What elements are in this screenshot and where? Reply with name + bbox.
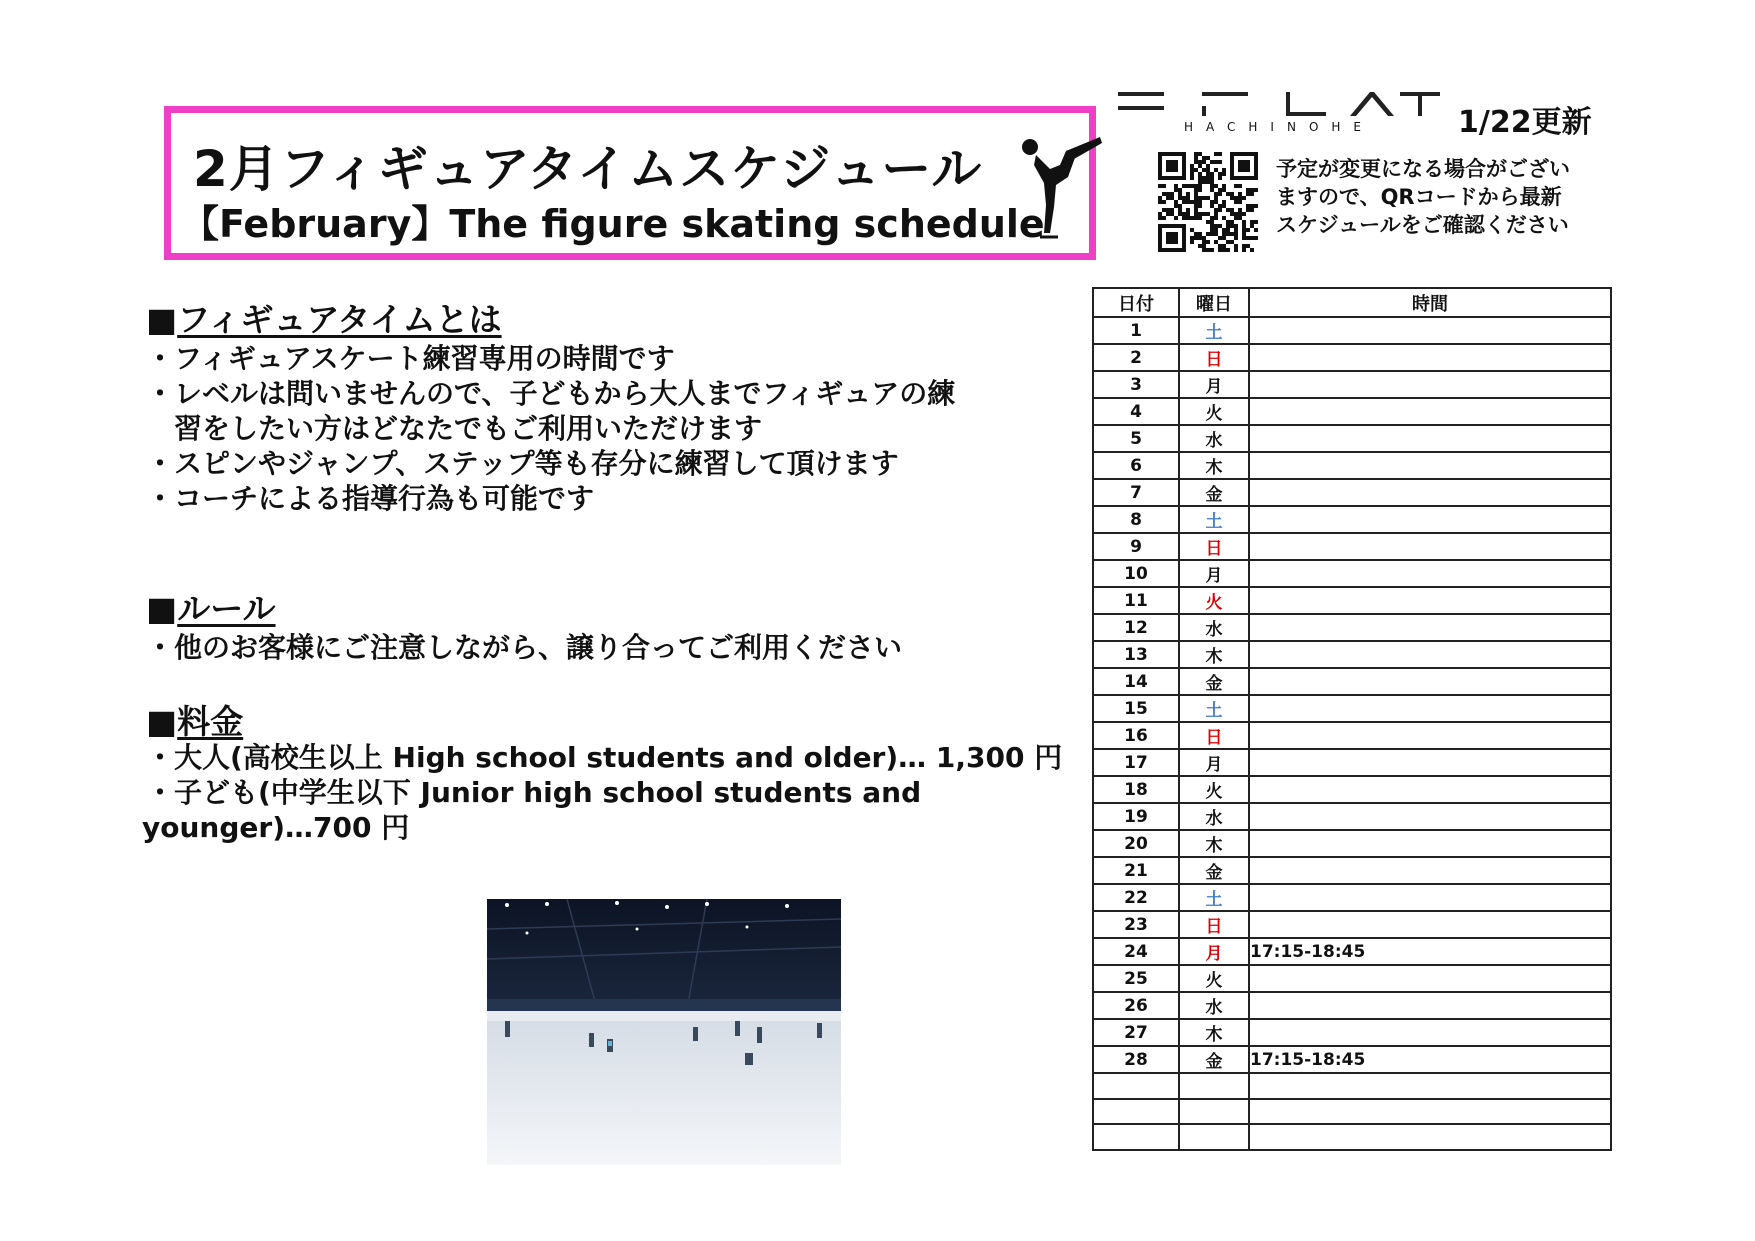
time-cell [1249, 857, 1611, 884]
date-cell: 14 [1093, 668, 1179, 695]
time-cell [1249, 587, 1611, 614]
table-row [1093, 1073, 1611, 1099]
weekday-cell: 火 [1179, 398, 1249, 425]
weekday-cell [1179, 1099, 1249, 1125]
weekday-cell: 日 [1179, 344, 1249, 371]
date-cell: 22 [1093, 884, 1179, 911]
weekday-cell: 土 [1179, 506, 1249, 533]
ice-rink-photo [487, 899, 841, 1165]
date-cell: 21 [1093, 857, 1179, 884]
table-row [1093, 398, 1611, 425]
schedule-notice [1276, 155, 1570, 239]
date-cell: 25 [1093, 965, 1179, 992]
bullet-item: ・他のお客様にご注意しながら、譲り合ってご利用ください [146, 631, 903, 664]
table-row [1093, 992, 1611, 1019]
date-cell: 4 [1093, 398, 1179, 425]
section-title: フィギュアタイムとは [177, 300, 502, 339]
date-cell [1093, 1124, 1179, 1150]
table-row [1093, 695, 1611, 722]
section-marker: ■ [146, 702, 178, 741]
bullet-item: ・レベルは問いませんので、子どもから大人までフィギュアの練 [146, 377, 956, 410]
table-row [1093, 668, 1611, 695]
time-cell [1249, 830, 1611, 857]
weekday-cell: 月 [1179, 371, 1249, 398]
weekday-cell: 木 [1179, 1019, 1249, 1046]
time-cell [1249, 965, 1611, 992]
date-cell: 27 [1093, 1019, 1179, 1046]
time-cell [1249, 641, 1611, 668]
date-cell: 19 [1093, 803, 1179, 830]
time-cell [1249, 317, 1611, 344]
table-row [1093, 965, 1611, 992]
column-header-date: 日付 [1093, 288, 1179, 317]
time-cell: 17:15-18:45 [1249, 1046, 1611, 1073]
time-cell [1249, 992, 1611, 1019]
date-cell: 13 [1093, 641, 1179, 668]
date-cell: 7 [1093, 479, 1179, 506]
weekday-cell: 土 [1179, 317, 1249, 344]
date-cell: 1 [1093, 317, 1179, 344]
date-cell: 26 [1093, 992, 1179, 1019]
date-cell: 24 [1093, 938, 1179, 965]
weekday-cell: 水 [1179, 803, 1249, 830]
date-cell: 28 [1093, 1046, 1179, 1073]
table-row [1093, 830, 1611, 857]
date-cell: 18 [1093, 776, 1179, 803]
date-cell: 16 [1093, 722, 1179, 749]
table-row [1093, 911, 1611, 938]
figure-skater-icon [1016, 125, 1106, 245]
time-cell [1249, 1019, 1611, 1046]
table-row [1093, 938, 1611, 965]
date-cell [1093, 1099, 1179, 1125]
date-cell: 15 [1093, 695, 1179, 722]
date-cell: 8 [1093, 506, 1179, 533]
weekday-cell: 月 [1179, 938, 1249, 965]
time-cell [1249, 1124, 1611, 1150]
notice-line: 予定が変更になる場合がござい [1276, 157, 1570, 181]
date-cell: 9 [1093, 533, 1179, 560]
table-row [1093, 533, 1611, 560]
table-row [1093, 506, 1611, 533]
time-cell [1249, 506, 1611, 533]
weekday-cell: 日 [1179, 911, 1249, 938]
page-title: 2月フィギュアタイムスケジュール [193, 140, 983, 198]
page-subtitle: 【February】The figure skating schedule [181, 202, 1045, 246]
time-cell [1249, 1073, 1611, 1099]
date-cell: 23 [1093, 911, 1179, 938]
weekday-cell: 月 [1179, 560, 1249, 587]
table-row [1093, 587, 1611, 614]
section-heading-about [146, 294, 502, 341]
table-row [1093, 1124, 1611, 1150]
table-row [1093, 560, 1611, 587]
bullet-item: 習をしたい方はどなたでもご利用いただけます [146, 412, 763, 445]
fee-adult: ・大人(高校生以上 High school students and older)… 1,300 円 [146, 741, 1063, 774]
time-cell [1249, 911, 1611, 938]
time-cell [1249, 1099, 1611, 1125]
schedule-table [1092, 287, 1612, 1151]
section-title: 料金 [177, 702, 244, 741]
time-cell [1249, 776, 1611, 803]
table-row [1093, 884, 1611, 911]
fee-child: ・子ども(中学生以下 Junior high school students and [146, 776, 922, 809]
time-cell [1249, 614, 1611, 641]
table-row [1093, 1019, 1611, 1046]
weekday-cell: 日 [1179, 722, 1249, 749]
date-cell: 20 [1093, 830, 1179, 857]
table-row [1093, 776, 1611, 803]
table-row [1093, 317, 1611, 344]
table-row [1093, 479, 1611, 506]
weekday-cell: 火 [1179, 587, 1249, 614]
time-cell [1249, 668, 1611, 695]
time-cell [1249, 722, 1611, 749]
date-cell: 3 [1093, 371, 1179, 398]
time-cell [1249, 560, 1611, 587]
weekday-cell: 金 [1179, 479, 1249, 506]
weekday-cell: 金 [1179, 668, 1249, 695]
table-row [1093, 803, 1611, 830]
weekday-cell [1179, 1124, 1249, 1150]
table-row [1093, 371, 1611, 398]
table-row [1093, 641, 1611, 668]
time-cell [1249, 479, 1611, 506]
table-row [1093, 722, 1611, 749]
time-cell [1249, 425, 1611, 452]
table-row [1093, 344, 1611, 371]
table-row [1093, 1046, 1611, 1073]
table-row [1093, 1099, 1611, 1125]
notice-line: スケジュールをご確認ください [1276, 213, 1569, 237]
title-box [164, 106, 1096, 260]
date-cell: 2 [1093, 344, 1179, 371]
updated-date: 1/22更新 [1458, 105, 1592, 140]
column-header-day: 曜日 [1179, 288, 1249, 317]
date-cell: 11 [1093, 587, 1179, 614]
weekday-cell: 火 [1179, 776, 1249, 803]
section-heading-rules [146, 583, 276, 630]
weekday-cell: 土 [1179, 695, 1249, 722]
table-row [1093, 614, 1611, 641]
bullet-item: ・フィギュアスケート練習専用の時間です [146, 342, 675, 375]
date-cell [1093, 1073, 1179, 1099]
weekday-cell: 月 [1179, 749, 1249, 776]
fee-child-cont: younger)…700 円 [142, 811, 410, 844]
time-cell [1249, 344, 1611, 371]
weekday-cell: 火 [1179, 965, 1249, 992]
weekday-cell: 水 [1179, 614, 1249, 641]
section-marker: ■ [146, 589, 178, 628]
table-row [1093, 452, 1611, 479]
date-cell: 12 [1093, 614, 1179, 641]
weekday-cell: 木 [1179, 830, 1249, 857]
date-cell: 10 [1093, 560, 1179, 587]
time-cell [1249, 749, 1611, 776]
weekday-cell: 木 [1179, 641, 1249, 668]
time-cell [1249, 533, 1611, 560]
section-title: ルール [177, 589, 276, 628]
date-cell: 6 [1093, 452, 1179, 479]
section-marker: ■ [146, 300, 178, 339]
weekday-cell [1179, 1073, 1249, 1099]
time-cell [1249, 452, 1611, 479]
weekday-cell: 金 [1179, 1046, 1249, 1073]
qr-code-icon[interactable] [1158, 152, 1258, 252]
weekday-cell: 金 [1179, 857, 1249, 884]
date-cell: 17 [1093, 749, 1179, 776]
time-cell [1249, 695, 1611, 722]
column-header-time: 時間 [1249, 288, 1611, 317]
date-cell: 5 [1093, 425, 1179, 452]
bullet-item: ・コーチによる指導行為も可能です [146, 482, 595, 515]
weekday-cell: 土 [1179, 884, 1249, 911]
time-cell: 17:15-18:45 [1249, 938, 1611, 965]
time-cell [1249, 803, 1611, 830]
table-row [1093, 857, 1611, 884]
time-cell [1249, 884, 1611, 911]
time-cell [1249, 398, 1611, 425]
time-cell [1249, 371, 1611, 398]
notice-line: ますので、QRコードから最新 [1276, 185, 1562, 209]
table-row [1093, 425, 1611, 452]
table-row [1093, 749, 1611, 776]
weekday-cell: 木 [1179, 452, 1249, 479]
logo-subtext: HACHINOHE [1184, 120, 1374, 134]
table-header-row [1093, 288, 1611, 317]
weekday-cell: 水 [1179, 992, 1249, 1019]
bullet-item: ・スピンやジャンプ、ステップ等も存分に練習して頂けます [146, 447, 899, 480]
weekday-cell: 日 [1179, 533, 1249, 560]
weekday-cell: 水 [1179, 425, 1249, 452]
